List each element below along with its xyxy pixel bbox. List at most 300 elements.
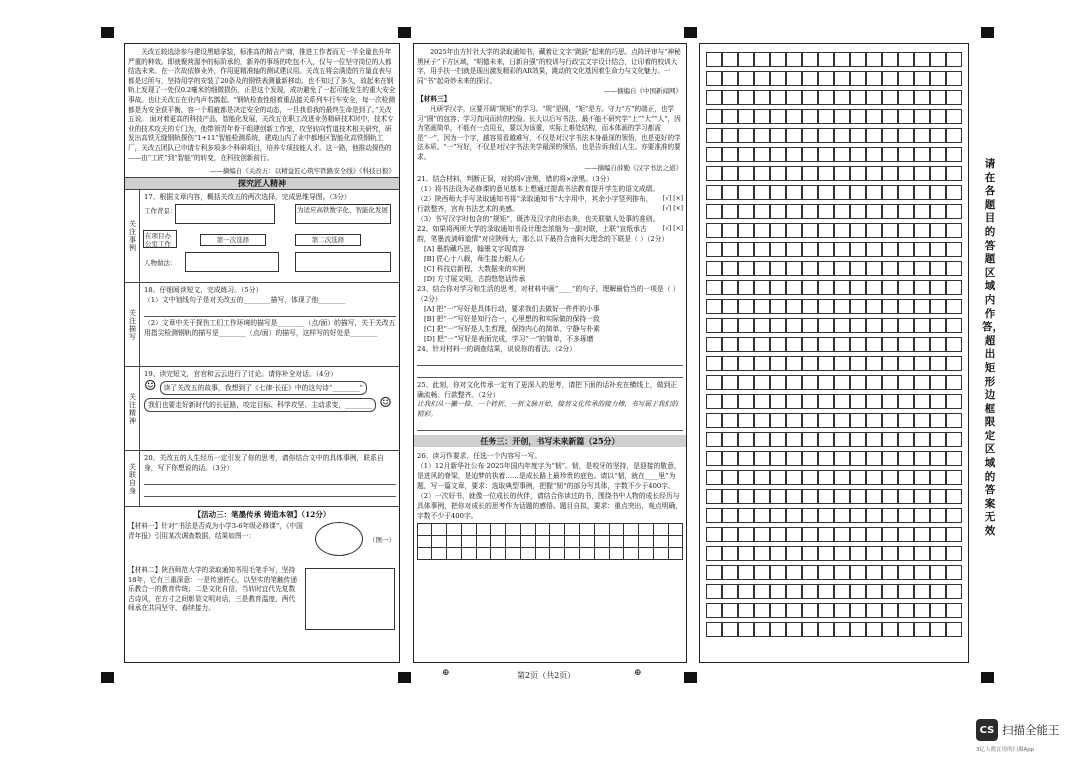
grid-cell[interactable]	[866, 489, 882, 504]
grid-cell[interactable]	[802, 451, 818, 466]
grid-cell[interactable]	[623, 547, 639, 560]
grid-cell[interactable]	[898, 546, 914, 561]
grid-cell[interactable]	[722, 185, 738, 200]
grid-cell[interactable]	[898, 185, 914, 200]
grid-cell[interactable]	[850, 603, 866, 618]
grid-cell[interactable]	[882, 109, 898, 124]
question-21-1[interactable]	[414, 184, 686, 202]
grid-cell[interactable]	[476, 547, 492, 560]
grid-cell[interactable]	[866, 223, 882, 238]
grid-cell[interactable]	[946, 71, 962, 86]
grid-cell[interactable]	[706, 584, 722, 599]
grid-cell[interactable]	[866, 527, 882, 542]
grid-cell[interactable]	[802, 52, 818, 67]
grid-cell[interactable]	[738, 128, 754, 143]
grid-cell[interactable]	[754, 223, 770, 238]
grid-cell[interactable]	[770, 470, 786, 485]
grid-cell[interactable]	[818, 109, 834, 124]
grid-cell[interactable]	[898, 52, 914, 67]
grid-cell[interactable]	[786, 223, 802, 238]
grid-cell[interactable]	[722, 489, 738, 504]
grid-cell[interactable]	[898, 261, 914, 276]
grid-cell[interactable]	[866, 109, 882, 124]
grid-cell[interactable]	[754, 546, 770, 561]
grid-cell[interactable]	[914, 223, 930, 238]
grid-cell[interactable]	[866, 603, 882, 618]
grid-cell[interactable]	[930, 299, 946, 314]
grid-cell[interactable]	[490, 547, 506, 560]
grid-cell[interactable]	[802, 280, 818, 295]
grid-cell[interactable]	[818, 90, 834, 105]
grid-cell[interactable]	[834, 394, 850, 409]
grid-cell[interactable]	[946, 318, 962, 333]
grid-cell[interactable]	[738, 546, 754, 561]
grid-cell[interactable]	[930, 375, 946, 390]
grid-cell[interactable]	[946, 451, 962, 466]
grid-cell[interactable]	[834, 489, 850, 504]
grid-cell[interactable]	[786, 261, 802, 276]
grid-cell[interactable]	[866, 508, 882, 523]
grid-cell[interactable]	[930, 356, 946, 371]
grid-cell[interactable]	[946, 584, 962, 599]
grid-cell[interactable]	[754, 508, 770, 523]
grid-cell[interactable]	[834, 185, 850, 200]
grid-cell[interactable]	[786, 90, 802, 105]
grid-cell[interactable]	[786, 584, 802, 599]
grid-cell[interactable]	[834, 109, 850, 124]
grid-cell[interactable]	[930, 470, 946, 485]
grid-cell[interactable]	[818, 565, 834, 580]
grid-cell[interactable]	[786, 603, 802, 618]
grid-cell[interactable]	[786, 280, 802, 295]
grid-cell[interactable]	[914, 489, 930, 504]
grid-cell[interactable]	[882, 166, 898, 181]
grid-cell[interactable]	[882, 90, 898, 105]
grid-cell[interactable]	[914, 71, 930, 86]
grid-cell[interactable]	[786, 622, 802, 637]
grid-cell[interactable]	[866, 356, 882, 371]
grid-cell[interactable]	[706, 603, 722, 618]
grid-cell[interactable]	[818, 356, 834, 371]
grid-cell[interactable]	[850, 546, 866, 561]
grid-cell[interactable]	[786, 166, 802, 181]
grid-cell[interactable]	[770, 299, 786, 314]
grid-cell[interactable]	[786, 527, 802, 542]
grid-cell[interactable]	[866, 71, 882, 86]
grid-cell[interactable]	[946, 204, 962, 219]
grid-cell[interactable]	[898, 584, 914, 599]
grid-cell[interactable]	[722, 261, 738, 276]
grid-cell[interactable]	[930, 242, 946, 257]
grid-cell[interactable]	[802, 603, 818, 618]
grid-cell[interactable]	[866, 546, 882, 561]
grid-cell[interactable]	[770, 356, 786, 371]
grid-cell[interactable]	[850, 394, 866, 409]
grid-cell[interactable]	[866, 394, 882, 409]
grid-cell[interactable]	[770, 508, 786, 523]
grid-cell[interactable]	[866, 147, 882, 162]
grid-cell[interactable]	[834, 52, 850, 67]
grid-cell[interactable]	[850, 318, 866, 333]
grid-cell[interactable]	[914, 584, 930, 599]
grid-cell[interactable]	[866, 261, 882, 276]
grid-cell[interactable]	[818, 299, 834, 314]
option-22-a[interactable]: [A] 墨韵藏巧思，翰墨文字现真容	[424, 244, 525, 253]
grid-cell[interactable]	[722, 470, 738, 485]
grid-cell[interactable]	[818, 603, 834, 618]
grid-cell[interactable]	[898, 508, 914, 523]
judge-marks[interactable]: [√] [×]	[662, 204, 683, 212]
grid-cell[interactable]	[706, 242, 722, 257]
grid-cell[interactable]	[914, 204, 930, 219]
grid-cell[interactable]	[946, 280, 962, 295]
grid-cell[interactable]	[882, 71, 898, 86]
grid-cell[interactable]	[946, 432, 962, 447]
grid-cell[interactable]	[722, 394, 738, 409]
grid-cell[interactable]	[706, 546, 722, 561]
grid-cell[interactable]	[946, 527, 962, 542]
grid-cell[interactable]	[930, 413, 946, 428]
grid-cell[interactable]	[722, 242, 738, 257]
grid-cell[interactable]	[461, 547, 477, 560]
grid-cell[interactable]	[818, 147, 834, 162]
grid-cell[interactable]	[706, 356, 722, 371]
grid-cell[interactable]	[866, 337, 882, 352]
grid-cell[interactable]	[706, 470, 722, 485]
grid-cell[interactable]	[930, 71, 946, 86]
grid-cell[interactable]	[850, 128, 866, 143]
grid-cell[interactable]	[818, 128, 834, 143]
grid-cell[interactable]	[866, 413, 882, 428]
grid-cell[interactable]	[834, 565, 850, 580]
grid-cell[interactable]	[738, 432, 754, 447]
grid-cell[interactable]	[549, 547, 565, 560]
grid-cell[interactable]	[866, 299, 882, 314]
grid-cell[interactable]	[866, 166, 882, 181]
grid-cell[interactable]	[914, 90, 930, 105]
grid-cell[interactable]	[930, 90, 946, 105]
grid-cell[interactable]	[882, 394, 898, 409]
grid-cell[interactable]	[738, 280, 754, 295]
grid-cell[interactable]	[898, 337, 914, 352]
grid-cell[interactable]	[802, 185, 818, 200]
grid-cell[interactable]	[770, 489, 786, 504]
grid-cell[interactable]	[914, 318, 930, 333]
grid-cell[interactable]	[738, 356, 754, 371]
answer-box[interactable]	[185, 252, 279, 272]
grid-cell[interactable]	[914, 299, 930, 314]
option-23-a[interactable]: [A] 把“一”写好是具体行动，要求我们去做好一件件的小事	[424, 304, 600, 313]
grid-cell[interactable]	[946, 356, 962, 371]
grid-cell[interactable]	[850, 432, 866, 447]
grid-cell[interactable]	[914, 451, 930, 466]
judge-marks[interactable]: [√] [×]	[662, 194, 683, 202]
grid-cell[interactable]	[818, 413, 834, 428]
grid-cell[interactable]	[770, 622, 786, 637]
grid-cell[interactable]	[866, 185, 882, 200]
grid-cell[interactable]	[722, 166, 738, 181]
grid-cell[interactable]	[866, 584, 882, 599]
grid-cell[interactable]	[786, 185, 802, 200]
grid-cell[interactable]	[786, 242, 802, 257]
grid-cell[interactable]	[564, 547, 580, 560]
grid-cell[interactable]	[946, 603, 962, 618]
grid-cell[interactable]	[818, 622, 834, 637]
grid-cell[interactable]	[834, 90, 850, 105]
grid-cell[interactable]	[770, 546, 786, 561]
grid-cell[interactable]	[738, 147, 754, 162]
question-21-3[interactable]	[414, 214, 686, 232]
grid-cell[interactable]	[914, 432, 930, 447]
grid-cell[interactable]	[914, 52, 930, 67]
grid-cell[interactable]	[930, 318, 946, 333]
grid-cell[interactable]	[786, 565, 802, 580]
grid-cell[interactable]	[802, 223, 818, 238]
grid-cell[interactable]	[898, 527, 914, 542]
grid-cell[interactable]	[898, 299, 914, 314]
grid-cell[interactable]	[850, 375, 866, 390]
grid-cell[interactable]	[738, 565, 754, 580]
grid-cell[interactable]	[898, 375, 914, 390]
grid-cell[interactable]	[946, 52, 962, 67]
grid-cell[interactable]	[738, 223, 754, 238]
grid-cell[interactable]	[706, 299, 722, 314]
grid-cell[interactable]	[946, 622, 962, 637]
grid-cell[interactable]	[722, 299, 738, 314]
grid-cell[interactable]	[754, 318, 770, 333]
grid-cell[interactable]	[834, 204, 850, 219]
grid-cell[interactable]	[914, 128, 930, 143]
grid-cell[interactable]	[722, 90, 738, 105]
grid-cell[interactable]	[722, 71, 738, 86]
dialogue-bubble-1[interactable]: 读了关改五的故事，我想到了《七律·长征》中的这句诗“________”	[160, 381, 367, 395]
grid-cell[interactable]	[754, 242, 770, 257]
grid-cell[interactable]	[770, 451, 786, 466]
grid-cell[interactable]	[802, 261, 818, 276]
grid-cell[interactable]	[786, 337, 802, 352]
grid-cell[interactable]	[802, 508, 818, 523]
question-18-2[interactable]: （2）文章中关于探伤工们工作环境的描写是________（点/面）的描写，关于关改五用指尖检测钢轨的描写是________（点/面）的描写，这样写的好处是________	[144, 319, 396, 337]
grid-cell[interactable]	[722, 356, 738, 371]
grid-cell[interactable]	[802, 356, 818, 371]
grid-cell[interactable]	[882, 261, 898, 276]
grid-cell[interactable]	[914, 147, 930, 162]
grid-cell[interactable]	[866, 204, 882, 219]
grid-cell[interactable]	[930, 603, 946, 618]
grid-cell[interactable]	[850, 52, 866, 67]
grid-cell[interactable]	[722, 375, 738, 390]
grid-cell[interactable]	[914, 603, 930, 618]
grid-cell[interactable]	[882, 546, 898, 561]
dialogue-bubble-2[interactable]: 我们也要走好新时代的长征路，咬定目标、科学攻坚、主动求变，________	[144, 398, 376, 412]
grid-cell[interactable]	[946, 413, 962, 428]
grid-cell[interactable]	[417, 547, 433, 560]
grid-cell[interactable]	[898, 204, 914, 219]
grid-cell[interactable]	[446, 547, 462, 560]
answer-line[interactable]	[144, 306, 396, 317]
grid-cell[interactable]	[930, 584, 946, 599]
grid-cell[interactable]	[882, 432, 898, 447]
grid-cell[interactable]	[898, 223, 914, 238]
grid-cell[interactable]	[802, 242, 818, 257]
grid-cell[interactable]	[946, 546, 962, 561]
grid-cell[interactable]	[770, 413, 786, 428]
grid-cell[interactable]	[818, 71, 834, 86]
grid-cell[interactable]	[535, 547, 551, 560]
grid-cell[interactable]	[786, 147, 802, 162]
grid-cell[interactable]	[882, 603, 898, 618]
grid-cell[interactable]	[834, 166, 850, 181]
grid-cell[interactable]	[802, 318, 818, 333]
grid-cell[interactable]	[706, 489, 722, 504]
grid-cell[interactable]	[770, 603, 786, 618]
grid-cell[interactable]	[898, 90, 914, 105]
grid-cell[interactable]	[850, 527, 866, 542]
grid-cell[interactable]	[898, 147, 914, 162]
grid-cell[interactable]	[914, 622, 930, 637]
grid-cell[interactable]	[770, 527, 786, 542]
grid-cell[interactable]	[898, 603, 914, 618]
grid-cell[interactable]	[946, 508, 962, 523]
grid-cell[interactable]	[754, 280, 770, 295]
grid-cell[interactable]	[882, 337, 898, 352]
grid-cell[interactable]	[738, 90, 754, 105]
option-22-d[interactable]: [D] 方寸展文明，古韵悠悠话传承	[424, 274, 526, 283]
grid-cell[interactable]	[850, 584, 866, 599]
grid-cell[interactable]	[754, 337, 770, 352]
grid-cell[interactable]	[946, 242, 962, 257]
grid-cell[interactable]	[818, 451, 834, 466]
grid-cell[interactable]	[930, 109, 946, 124]
grid-cell[interactable]	[706, 508, 722, 523]
grid-cell[interactable]	[706, 280, 722, 295]
option-23-b[interactable]: [B] 把“一”写好是知行合一，心里想的和实际做的保持一致	[424, 314, 600, 323]
grid-cell[interactable]	[818, 527, 834, 542]
grid-cell[interactable]	[834, 128, 850, 143]
grid-cell[interactable]	[738, 261, 754, 276]
grid-cell[interactable]	[850, 489, 866, 504]
grid-cell[interactable]	[850, 413, 866, 428]
grid-cell[interactable]	[850, 508, 866, 523]
grid-cell[interactable]	[706, 565, 722, 580]
grid-cell[interactable]	[914, 413, 930, 428]
grid-cell[interactable]	[802, 109, 818, 124]
grid-cell[interactable]	[802, 128, 818, 143]
grid-cell[interactable]	[802, 565, 818, 580]
grid-cell[interactable]	[706, 147, 722, 162]
grid-cell[interactable]	[706, 394, 722, 409]
writing-grid-small[interactable]	[417, 523, 683, 559]
grid-cell[interactable]	[754, 603, 770, 618]
grid-cell[interactable]	[722, 128, 738, 143]
grid-cell[interactable]	[594, 547, 610, 560]
grid-cell[interactable]	[770, 584, 786, 599]
grid-cell[interactable]	[802, 432, 818, 447]
grid-cell[interactable]	[930, 565, 946, 580]
grid-cell[interactable]	[882, 375, 898, 390]
grid-cell[interactable]	[914, 242, 930, 257]
grid-cell[interactable]	[786, 128, 802, 143]
grid-cell[interactable]	[882, 489, 898, 504]
grid-cell[interactable]	[754, 565, 770, 580]
grid-cell[interactable]	[818, 52, 834, 67]
grid-cell[interactable]	[882, 147, 898, 162]
grid-cell[interactable]	[706, 432, 722, 447]
grid-cell[interactable]	[818, 204, 834, 219]
grid-cell[interactable]	[754, 527, 770, 542]
grid-cell[interactable]	[770, 166, 786, 181]
grid-cell[interactable]	[930, 147, 946, 162]
grid-cell[interactable]	[738, 603, 754, 618]
grid-cell[interactable]	[770, 242, 786, 257]
grid-cell[interactable]	[738, 71, 754, 86]
grid-cell[interactable]	[754, 375, 770, 390]
grid-cell[interactable]	[930, 52, 946, 67]
grid-cell[interactable]	[866, 318, 882, 333]
grid-cell[interactable]	[946, 394, 962, 409]
grid-cell[interactable]	[930, 280, 946, 295]
option-22-b[interactable]: [B] 匠心十八载，师生接力眼人心	[424, 254, 525, 263]
grid-cell[interactable]	[882, 356, 898, 371]
grid-cell[interactable]	[882, 413, 898, 428]
grid-cell[interactable]	[706, 622, 722, 637]
grid-cell[interactable]	[818, 185, 834, 200]
grid-cell[interactable]	[770, 280, 786, 295]
grid-cell[interactable]	[579, 547, 595, 560]
grid-cell[interactable]	[738, 166, 754, 181]
grid-cell[interactable]	[914, 565, 930, 580]
grid-cell[interactable]	[898, 318, 914, 333]
grid-cell[interactable]	[834, 356, 850, 371]
grid-cell[interactable]	[850, 204, 866, 219]
grid-cell[interactable]	[802, 90, 818, 105]
grid-cell[interactable]	[850, 71, 866, 86]
question-21-2[interactable]	[414, 194, 686, 214]
grid-cell[interactable]	[722, 337, 738, 352]
grid-cell[interactable]	[834, 584, 850, 599]
grid-cell[interactable]	[866, 280, 882, 295]
answer-line[interactable]	[144, 486, 396, 497]
grid-cell[interactable]	[898, 128, 914, 143]
grid-cell[interactable]	[786, 204, 802, 219]
grid-cell[interactable]	[770, 185, 786, 200]
grid-cell[interactable]	[706, 223, 722, 238]
grid-cell[interactable]	[946, 470, 962, 485]
grid-cell[interactable]	[898, 109, 914, 124]
grid-cell[interactable]	[946, 337, 962, 352]
answer-box[interactable]	[175, 204, 275, 224]
grid-cell[interactable]	[722, 584, 738, 599]
grid-cell[interactable]	[898, 71, 914, 86]
grid-cell[interactable]	[882, 242, 898, 257]
grid-cell[interactable]	[786, 52, 802, 67]
grid-cell[interactable]	[770, 432, 786, 447]
grid-cell[interactable]	[818, 489, 834, 504]
grid-cell[interactable]	[882, 565, 898, 580]
grid-cell[interactable]	[930, 261, 946, 276]
grid-cell[interactable]	[722, 147, 738, 162]
grid-cell[interactable]	[706, 527, 722, 542]
grid-cell[interactable]	[850, 337, 866, 352]
grid-cell[interactable]	[834, 451, 850, 466]
grid-cell[interactable]	[850, 147, 866, 162]
grid-cell[interactable]	[866, 52, 882, 67]
grid-cell[interactable]	[946, 147, 962, 162]
grid-cell[interactable]	[946, 128, 962, 143]
grid-cell[interactable]	[802, 394, 818, 409]
grid-cell[interactable]	[898, 470, 914, 485]
grid-cell[interactable]	[770, 71, 786, 86]
